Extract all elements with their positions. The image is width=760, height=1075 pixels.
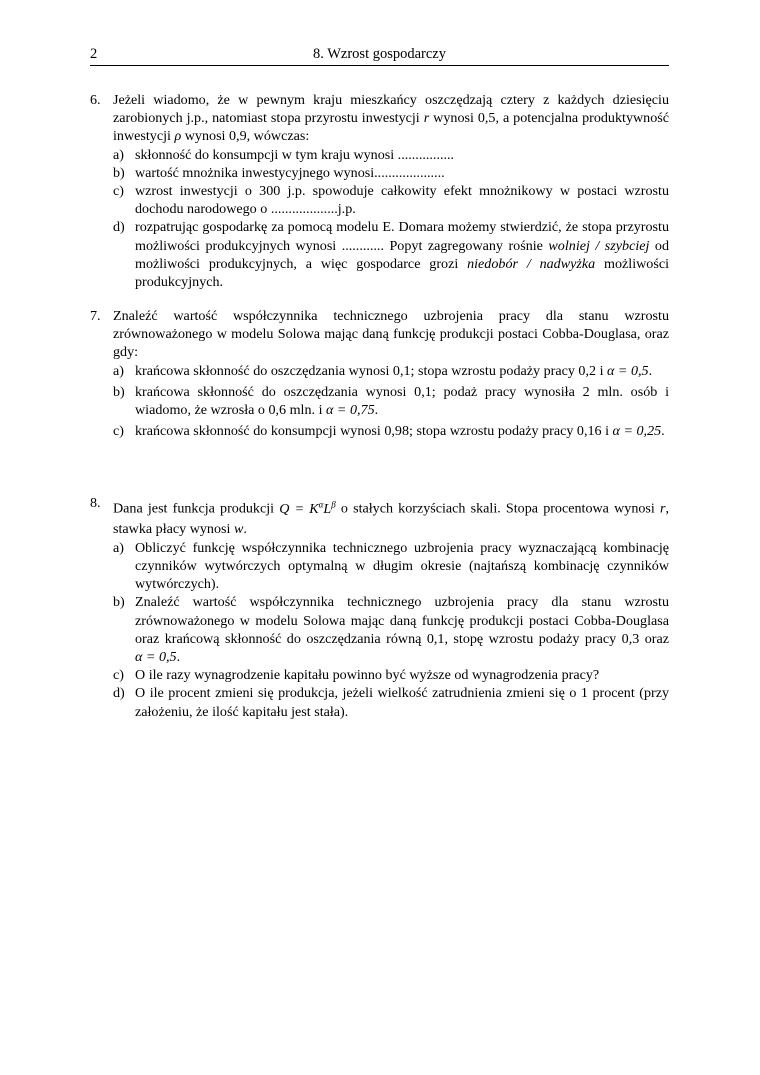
symbol-rho: ρ (174, 128, 182, 145)
subitem-b: b) krańcowa skłonność do oszczędzania wynosi 0,1; podaż pracy wynosiła 2 mln. osób i wiadomo, że wzrosła o 0,6 mln. i α = 0,75. (113, 383, 669, 419)
subitem-d: d) rozpatrując gospodarkę za pomocą modelu E. Domara możemy stwierdzić, że stopa przyrostu możliwości produkcyjnych wynosi ............ Popyt zagregowany rośnie wolniej / szybciej od możliwości produkcyjnych, a więc gospodarce grozi niedobór / nadwyżka możliwości produkcyjnych. (113, 219, 670, 291)
subitem-a: a) skłonność do konsumpcji w tym kraju wynosi ................ (113, 146, 455, 163)
problem-intro: Jeżeli wiadomo, że w pewnym kraju mieszkańcy oszczędzają cztery z każdych dziesięciu zarobionych j.p., natomiast stopa przyrostu inwestycji r wynosi 0,5, a potencjalna produktywność inwestycji ρ wynosi 0,9, wówczas: (113, 92, 670, 145)
problem-intro: Dana jest funkcja produkcji $Q = K^\alpha L^\beta$ o stałych korzyściach skali. Stopa procentowa wynosi r, stawka płacy wynosi w. (113, 499, 670, 537)
subitem-c: c) O ile razy wynagrodzenie kapitału powinno być wyższe od wynagrodzenia pracy? (113, 667, 600, 684)
chapter-title: 8. Wzrost gospodarczy (312, 46, 446, 62)
problem-number: 6. (90, 92, 101, 108)
page-number: 2 (90, 46, 98, 62)
problem-6 (90, 91, 669, 291)
subitem-c: c) krańcowa skłonność do konsumpcji wynosi 0,98; stopa wzrostu podaży pracy 0,16 i α = 0,25. (113, 423, 665, 440)
subitem-a: a) krańcowa skłonność do oszczędzania wynosi 0,1; stopa wzrostu podaży pracy 0,2 i α = 0,5. (113, 362, 653, 379)
problem-7 (90, 307, 669, 440)
page-header (90, 45, 669, 66)
subitem-b: b) Znaleźć wartość współczynnika technicznego uzbrojenia pracy dla stanu wzrostu zrównoważonego w modelu Solowa mając daną funkcję produkcji postaci Cobba-Douglasa oraz krańcową skłonność do oszczędzania równą 0,1, stopę wzrostu podaży pracy 0,3 oraz α = 0,5. (113, 594, 669, 665)
subitem-d: d) O ile procent zmieni się produkcja, jeżeli wielkość zatrudnienia zmieni się o 1 procent (przy założeniu, że ilość kapitału jest stała). (113, 685, 669, 720)
production-function: $Q = K^\alpha L^\beta$ (279, 499, 336, 517)
problem-intro: Znaleźć wartość współczynnika technicznego uzbrojenia pracy dla stanu wzrostu zrównoważonego w modelu Solowa mając daną funkcję produkcji postaci Cobba-Douglasa, oraz gdy: (113, 308, 669, 361)
subitem-b: b) wartość mnożnika inwestycyjnego wynosi.................... (113, 164, 445, 181)
subitem-a: a) Obliczyć funkcję współczynnika technicznego uzbrojenia pracy wyznaczającą kombinację czynników wytwórczych optymalną w długim okresie (najtańszą kombinację czynników wytwórczych). (113, 539, 669, 593)
problem-number: 7. (90, 308, 101, 324)
symbol-r: r (423, 110, 430, 127)
problem-8 (90, 494, 669, 721)
subitem-c: c) wzrost inwestycji o 300 j.p. spowoduje całkowity efekt mnożnikowy w postaci wzrostu dochodu narodowego o ...................j.p. (113, 183, 669, 218)
problem-number: 8. (90, 495, 101, 511)
symbol-r: r (659, 500, 666, 517)
symbol-w: w (233, 520, 244, 537)
